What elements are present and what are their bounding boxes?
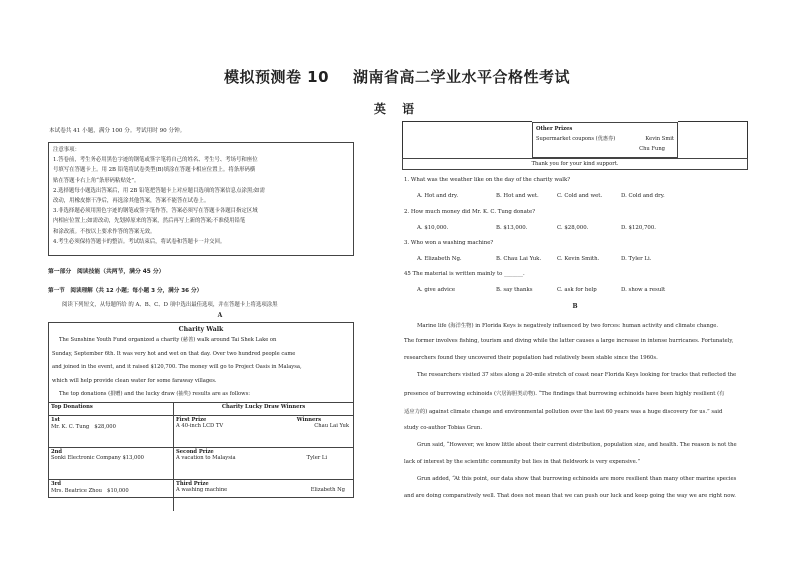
option: A. give advice <box>417 287 456 293</box>
prize-label: First Prize <box>176 417 207 423</box>
note-line: 和涂改液。不按以上要求作答的答案无效。 <box>53 228 156 235</box>
donation-rank: 1st <box>51 417 60 423</box>
prize-label: Third Prize <box>176 481 209 487</box>
passage-a-line: The top donations (捐赠) and the lucky draw (抽奖) results are as follows: <box>59 391 251 397</box>
donation-table <box>49 402 353 511</box>
passage-b-line: Grun added, “At this point, our data show that burrowing echinoids are more resilient than many other marine species <box>417 476 737 482</box>
passage-a-line: and joined in the event, and it raised $120,700. The money will go to Project Oasis in Malaysa, <box>52 364 302 370</box>
note-line: 注意事项： <box>53 147 80 153</box>
passage-b-line: Grun said, “However, we know little about their current distribution, population size, and health. The reason is not the <box>417 442 737 448</box>
option: B. Hot and wet. <box>496 193 539 199</box>
passage-b-line: lack of interest by the scientific community but lies in that fieldwork is very expensive.” <box>404 459 641 465</box>
prize: A vacation to Malaysia <box>176 455 236 461</box>
other-prizes-box <box>532 122 678 158</box>
passage-a-line: The Sunshine Youth Fund organized a charity (慈善) walk around Tai Shek Lake on <box>59 337 277 343</box>
winner: Chau Lai Yuk <box>314 423 349 429</box>
donor: Sonki Electronic Company $13,000 <box>51 455 144 461</box>
passage-b-line: 适应力的) against climate change and environmental pollution over the last 60 years was a huge discovery for us.” said <box>404 409 723 415</box>
subject-heading: 英 语 <box>373 102 421 116</box>
page-title-left: 模拟预测卷 10 <box>223 68 330 86</box>
option: C. Cold and wet. <box>557 193 603 199</box>
winners-label: Winners <box>296 417 321 423</box>
charity-walk-title: Charity Walk <box>178 326 224 333</box>
note-line: 改动，用橡皮擦干净后，再选涂其他答案，答案不能答在试卷上。 <box>53 198 210 205</box>
other-prize-item: Supermarket coupons (优惠券) <box>536 136 616 142</box>
option: D. $120,700. <box>621 225 656 231</box>
prize: A 40-inch LCD TV <box>176 423 224 429</box>
question: 3. Who won a washing machine? <box>404 240 494 246</box>
donor: Mrs. Beatrice Zhou $10,000 <box>51 488 129 494</box>
other-prize-winner: Kevin Smit <box>645 136 674 142</box>
page-title <box>0 66 794 87</box>
question: 1. What was the weather like on the day of the charity walk? <box>404 177 571 183</box>
winner: Tyler Li <box>306 455 327 461</box>
donation-rank: 2nd <box>51 449 63 455</box>
passage-b-line: The researchers visited 37 sites along a 20-mile stretch of coast near Florida Keys looking for tracks that reflected the <box>417 372 737 378</box>
page-title-right: 湖南省高二学业水平合格性考试 <box>353 68 571 86</box>
note-line: 1.答卷前，考生务必用黑色字迹的钢笔或签字笔将自己的姓名、考生号、考场号和座位 <box>53 157 258 164</box>
note-line: 3.非选择题必须用黑色字迹的钢笔或签字笔作答，答案必须写在答题卡各题目指定区域 <box>53 208 258 215</box>
note-line: 号填写在答题卡上。用 2B 铅笔将试卷类型(B)填涂在答题卡相应位置上。将条形码横 <box>53 167 256 174</box>
question: 45 The material is written mainly to _______. <box>404 271 525 277</box>
option: D. Cold and dry. <box>621 193 665 199</box>
prize-label: Second Prize <box>176 449 214 455</box>
instruction-text: 阅读下列短文，从每题所给 的 A、B、C、D 项中选出最佳选项，并在答题卡上将选项涂黑 <box>62 302 278 308</box>
passage-b-line: presence of burrowing echinoids (穴居海胆类动物). “The findings that burrowing echinoids have been highly resilient (有 <box>404 391 725 397</box>
table-row <box>49 448 353 480</box>
donor: Mr. K. C. Tung $28,000 <box>51 424 116 430</box>
table-header-donations: Top Donations <box>49 403 174 416</box>
option: A. $10,000. <box>417 225 449 231</box>
part-one-heading: 第一部分 阅读技能（共两节，满分 45 分） <box>48 269 165 275</box>
option: D. Tyler Li. <box>621 256 652 262</box>
option: B. $13,000. <box>496 225 528 231</box>
option: A. Elizabeth Ng. <box>417 256 462 262</box>
other-prizes-title: Other Prizes <box>536 126 573 132</box>
table-row <box>49 416 353 448</box>
notes-box <box>48 142 354 256</box>
passage-b-label: B <box>572 303 578 310</box>
option: C. ask for help <box>557 287 597 293</box>
passage-b-line: study co-author Tobias Grun. <box>404 425 483 431</box>
note-line: 内相应位置上;如需改动，先划掉原来的答案，然后再写上新的答案;不准使用铅笔 <box>53 218 246 225</box>
passage-b-line: researchers found they uncovered their population had relatively been stable since the 1960s. <box>404 355 658 361</box>
other-prize-winner: Chu Fung <box>639 146 665 152</box>
passage-a-label: A <box>217 312 223 319</box>
charity-walk-box <box>48 322 354 498</box>
passage-b-line: and are doing comparatively well. That does not mean that we can push our luck and keep going the way we are right now. <box>404 493 736 499</box>
table-top-rule-right <box>678 121 747 122</box>
table-row <box>49 480 353 512</box>
option: C. Kevin Smith. <box>557 256 600 262</box>
option: D. show a result <box>621 287 666 293</box>
prize: A washing machine <box>176 487 228 493</box>
question: 2. How much money did Mr. K. C. Tung donate? <box>404 209 536 215</box>
section-one-heading: 第一节 阅读理解（共 12 小题；每小题 3 分，满分 36 分） <box>48 288 203 294</box>
passage-a-line: which will help provide clean water for some faraway villages. <box>52 377 217 384</box>
note-line: 4.考生必须保持答题卡的整洁。考试结束后，将试卷和答题卡一并交回。 <box>53 238 226 245</box>
option: B. Chau Lai Yuk. <box>496 256 542 262</box>
option: C. $28,000. <box>557 225 589 231</box>
winner: Elizabeth Ng <box>310 487 345 493</box>
passage-a-line: Sunday, September 6th. It was very hot and wet on that day. Over two hundred people came <box>52 350 296 357</box>
table-top-rule <box>402 121 532 122</box>
table-header-winners: Charity Lucky Draw Winners <box>174 403 354 416</box>
thanks-row: Thank you for your kind support. <box>402 158 748 170</box>
passage-b-line: The former involves fishing, tourism and diving while the latter causes a large increase in intense hurricanes. Fortunately, <box>404 338 734 344</box>
note-line: 贴在答题卡右上角“条形码粘贴处”。 <box>53 177 140 184</box>
option: A. Hot and dry. <box>417 193 459 199</box>
note-line: 2.选择题每小题选出答案后，用 2B 铅笔把答题卡上对应题目选项的答案信息点涂黑;如需 <box>53 187 265 194</box>
exam-meta: 本试卷共 41 小题，满分 100 分。考试用时 90 分钟。 <box>49 128 186 134</box>
donation-rank: 3rd <box>51 481 61 487</box>
option: B. say thanks <box>496 287 533 293</box>
passage-b-line: Marine life (海洋生物) in Florida Keys is negatively influenced by two forces: human activity and climate change. <box>417 323 719 329</box>
